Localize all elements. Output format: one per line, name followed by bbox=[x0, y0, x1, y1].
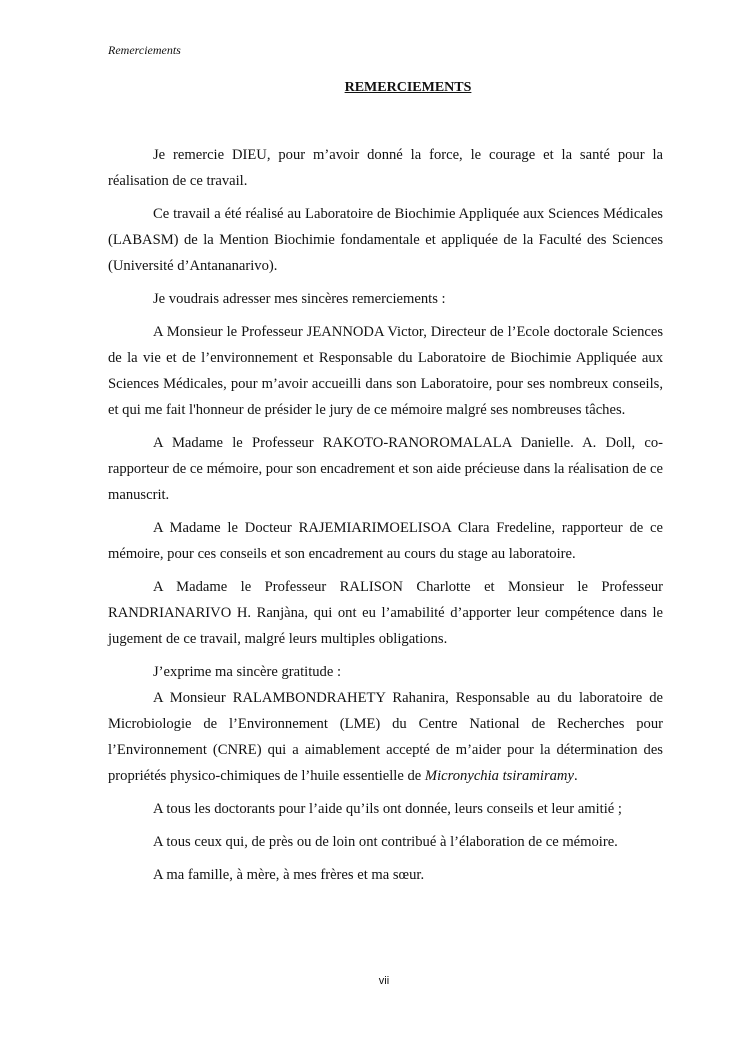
running-header: Remerciements bbox=[108, 43, 181, 57]
page-title-text: REMERCIEMENTS bbox=[344, 80, 472, 95]
paragraph-cnre bbox=[108, 685, 663, 789]
page-number: vii bbox=[378, 975, 390, 987]
paragraph-intro-thanks: Je voudrais adresser mes sincères remerciements : bbox=[153, 291, 446, 307]
cnre-text: A Monsieur RALAMBONDRAHETY Rahanira, Responsable au du laboratoire de Microbiologie de l’Environnement (LME) du Centre National de Recherches pour l’Environnement (CNRE) qui a aimablement accepté de m’aider pour la détermination des propriétés physico-chimiques de l’huile essentielle de bbox=[108, 690, 663, 784]
paragraph-contributors: A tous ceux qui, de près ou de loin ont contribué à l’élaboration de ce mémoire. bbox=[153, 834, 618, 850]
paragraph-rapporteur: A Madame le Docteur RAJEMIARIMOELISOA Clara Fredeline, rapporteur de ce mémoire, pour ces conseils et son encadrement au cours du stage au laboratoire. bbox=[108, 520, 663, 562]
species-name: Micronychia tsiramiramy bbox=[424, 768, 574, 784]
document-body bbox=[108, 142, 663, 895]
paragraph-co-rapporteur: A Madame le Professeur RAKOTO-RANOROMALALA Danielle. A. Doll, co-rapporteur de ce mémoire, pour son encadrement et son aide précieuse dans la réalisation de ce manuscrit. bbox=[108, 435, 663, 503]
paragraph-gratitude: J’exprime ma sincère gratitude : bbox=[153, 664, 342, 680]
paragraph-work-location: Ce travail a été réalisé au Laboratoire de Biochimie Appliquée aux Sciences Médicales (LABASM) de la Mention Biochimie fondamentale et appliquée de la Faculté des Sciences (Université d’Antananarivo). bbox=[108, 206, 663, 274]
cnre-end: . bbox=[573, 768, 578, 784]
paragraph-thanks-god: Je remercie DIEU, pour m’avoir donné la force, le courage et la santé pour la réalisation de ce travail. bbox=[108, 147, 663, 189]
page-title bbox=[0, 80, 744, 96]
paragraph-doctoral-students: A tous les doctorants pour l’aide qu’ils ont donnée, leurs conseils et leur amitié ; bbox=[153, 801, 622, 817]
paragraph-jury-president: A Monsieur le Professeur JEANNODA Victor, Directeur de l’Ecole doctorale Sciences de la vie et de l’environnement et Responsable du Laboratoire de Biochimie Appliquée aux Sciences Médicales, pour m’avoir accueilli dans son Laboratoire, pour ses nombreux conseils, et qui me fait l'honneur de présider le jury de ce mémoire malgré ses nombreuses tâches. bbox=[108, 324, 663, 418]
paragraph-family: A ma famille, à mère, à mes frères et ma sœur. bbox=[153, 867, 425, 883]
paragraph-examiners: A Madame le Professeur RALISON Charlotte et Monsieur le Professeur RANDRIANARIVO H. Ranjàna, qui ont eu l’amabilité d’apporter leur compétence dans le jugement de ce travail, malgré leurs multiples obligations. bbox=[108, 579, 663, 647]
